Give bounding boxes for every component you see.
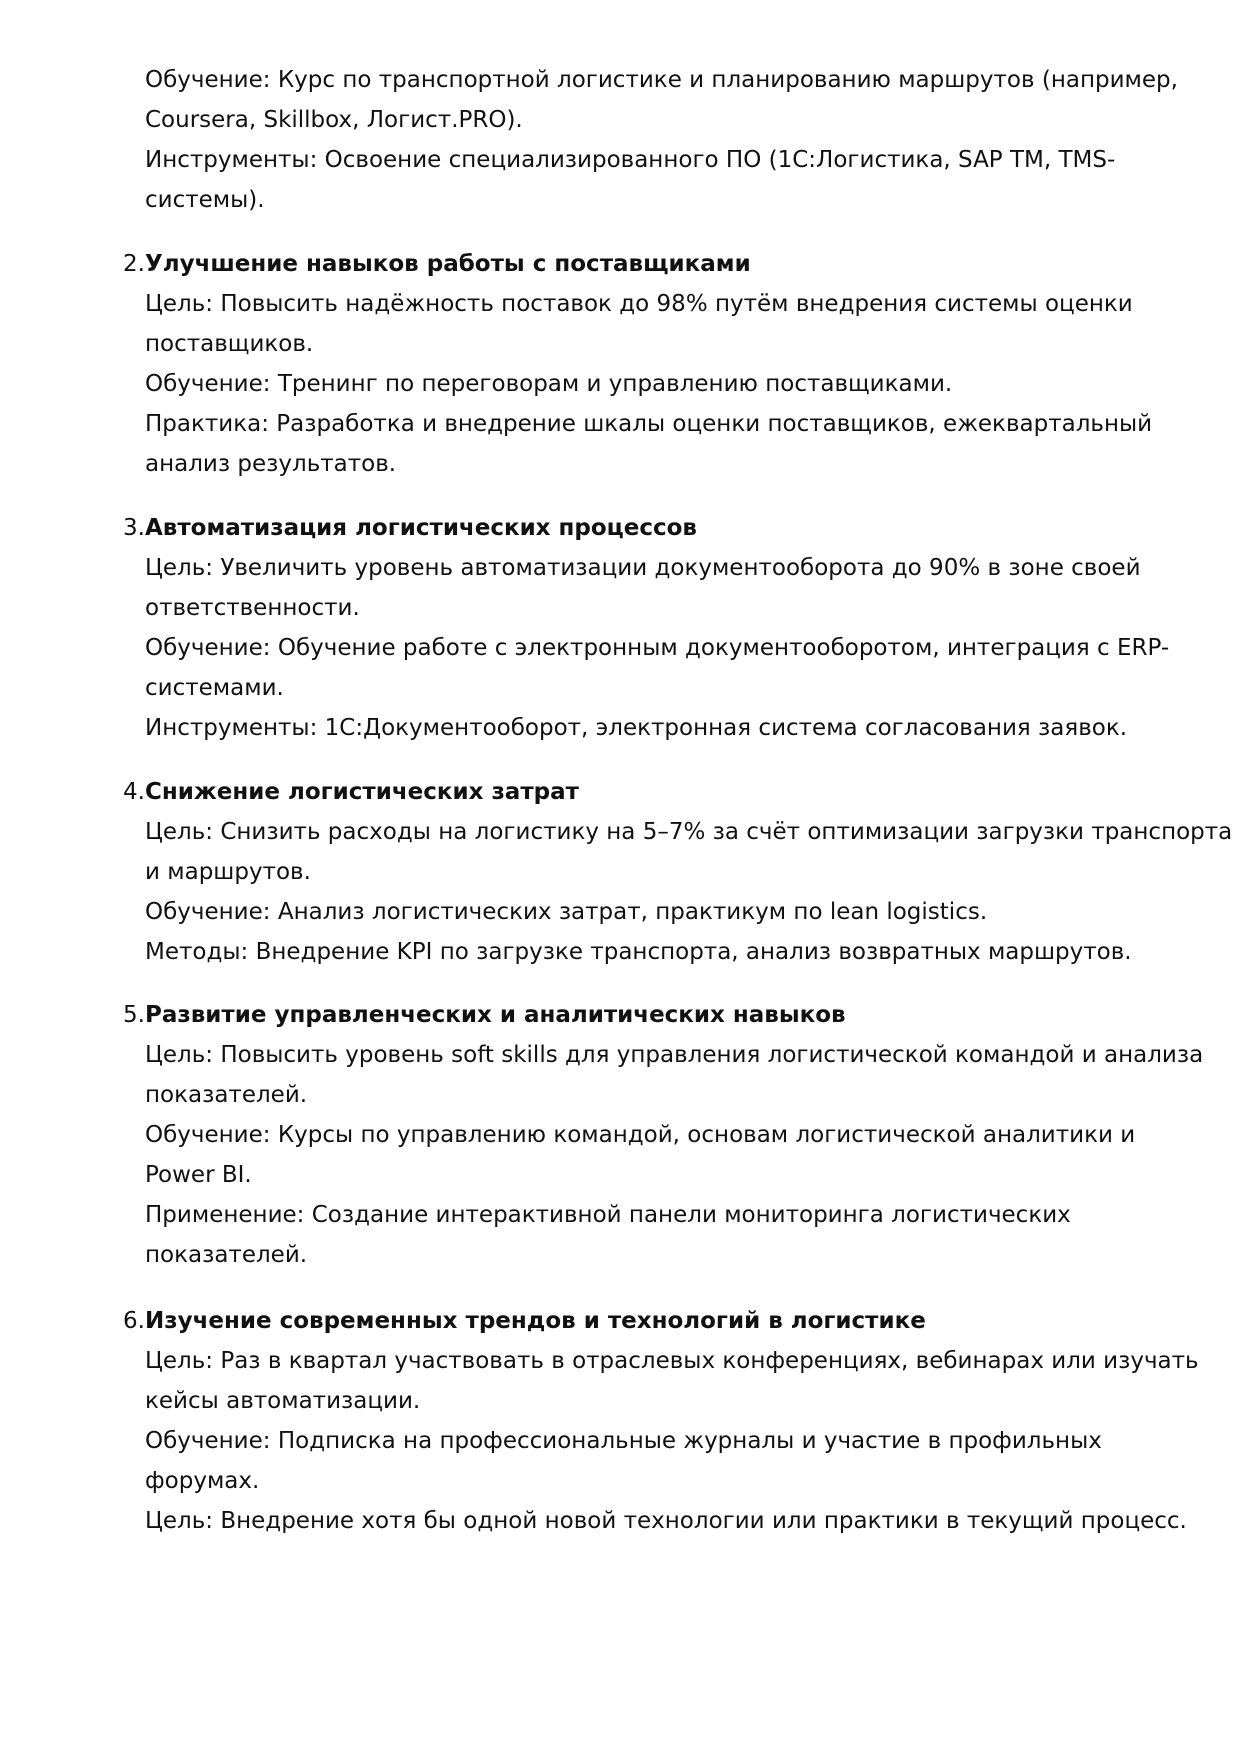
item-line: Цель: Снизить расходы на логистику на 5–7% за счёт оптимизации загрузки транспорта	[145, 819, 1233, 845]
intro-continuation	[145, 60, 1178, 220]
list-number: 6.	[123, 1308, 145, 1334]
item-line: Инструменты: 1С:Документооборот, электронная система согласования заявок.	[145, 715, 1128, 741]
item-line: показателей.	[145, 1242, 308, 1268]
item-line: Power BI.	[145, 1162, 252, 1188]
item-heading: Улучшение навыков работы с поставщиками	[145, 251, 751, 277]
list-number: 3.	[123, 515, 145, 541]
item-line: и маршрутов.	[145, 859, 311, 885]
item-heading: Автоматизация логистических процессов	[145, 515, 697, 541]
item-line: ответственности.	[145, 595, 360, 621]
list-number: 4.	[123, 779, 145, 805]
item-body	[145, 284, 1152, 484]
item-line: Обучение: Обучение работе с электронным документооборотом, интеграция с ERP-	[145, 635, 1170, 661]
item-heading: Развитие управленческих и аналитических навыков	[145, 1002, 846, 1028]
item-line: Цель: Внедрение хотя бы одной новой технологии или практики в текущий процесс.	[145, 1508, 1187, 1534]
item-line: Цель: Повысить уровень soft skills для управления логистической командой и анализа	[145, 1042, 1204, 1068]
item-line: форумах.	[145, 1468, 260, 1494]
item-line: Цель: Увеличить уровень автоматизации документооборота до 90% в зоне своей	[145, 555, 1141, 581]
item-heading: Снижение логистических затрат	[145, 779, 579, 805]
item-line: Обучение: Курсы по управлению командой, основам логистической аналитики и	[145, 1122, 1136, 1148]
item-body	[145, 548, 1169, 748]
item-line: кейсы автоматизации.	[145, 1388, 421, 1414]
intro-line: Инструменты: Освоение специализированного ПО (1С:Логистика, SAP TM, TMS-	[145, 147, 1116, 173]
intro-line: Coursera, Skillbox, Логист.PRO).	[145, 107, 523, 133]
item-line: анализ результатов.	[145, 451, 397, 477]
item-line: системами.	[145, 675, 284, 701]
intro-line: системы).	[145, 187, 265, 213]
item-line: Обучение: Подписка на профессиональные журналы и участие в профильных	[145, 1428, 1102, 1454]
item-line: Практика: Разработка и внедрение шкалы оценки поставщиков, ежеквартальный	[145, 411, 1153, 437]
item-body	[145, 1035, 1203, 1275]
item-line: показателей.	[145, 1082, 308, 1108]
item-line: Применение: Создание интерактивной панели мониторинга логистических	[145, 1202, 1071, 1228]
list-number: 5.	[123, 1002, 145, 1028]
item-line: Обучение: Анализ логистических затрат, практикум по lean logistics.	[145, 899, 988, 925]
intro-line: Обучение: Курс по транспортной логистике и планированию маршрутов (например,	[145, 67, 1178, 93]
item-body	[145, 812, 1232, 972]
list-number: 2.	[123, 251, 145, 277]
item-line: Цель: Повысить надёжность поставок до 98% путём внедрения системы оценки	[145, 291, 1133, 317]
item-line: Обучение: Тренинг по переговорам и управлению поставщиками.	[145, 371, 953, 397]
item-body	[145, 1341, 1199, 1541]
item-line: поставщиков.	[145, 331, 314, 357]
item-line: Цель: Раз в квартал участвовать в отраслевых конференциях, вебинарах или изучать	[145, 1348, 1199, 1374]
item-line: Методы: Внедрение KPI по загрузке транспорта, анализ возвратных маршрутов.	[145, 939, 1132, 965]
item-heading: Изучение современных трендов и технологий в логистике	[145, 1308, 926, 1334]
